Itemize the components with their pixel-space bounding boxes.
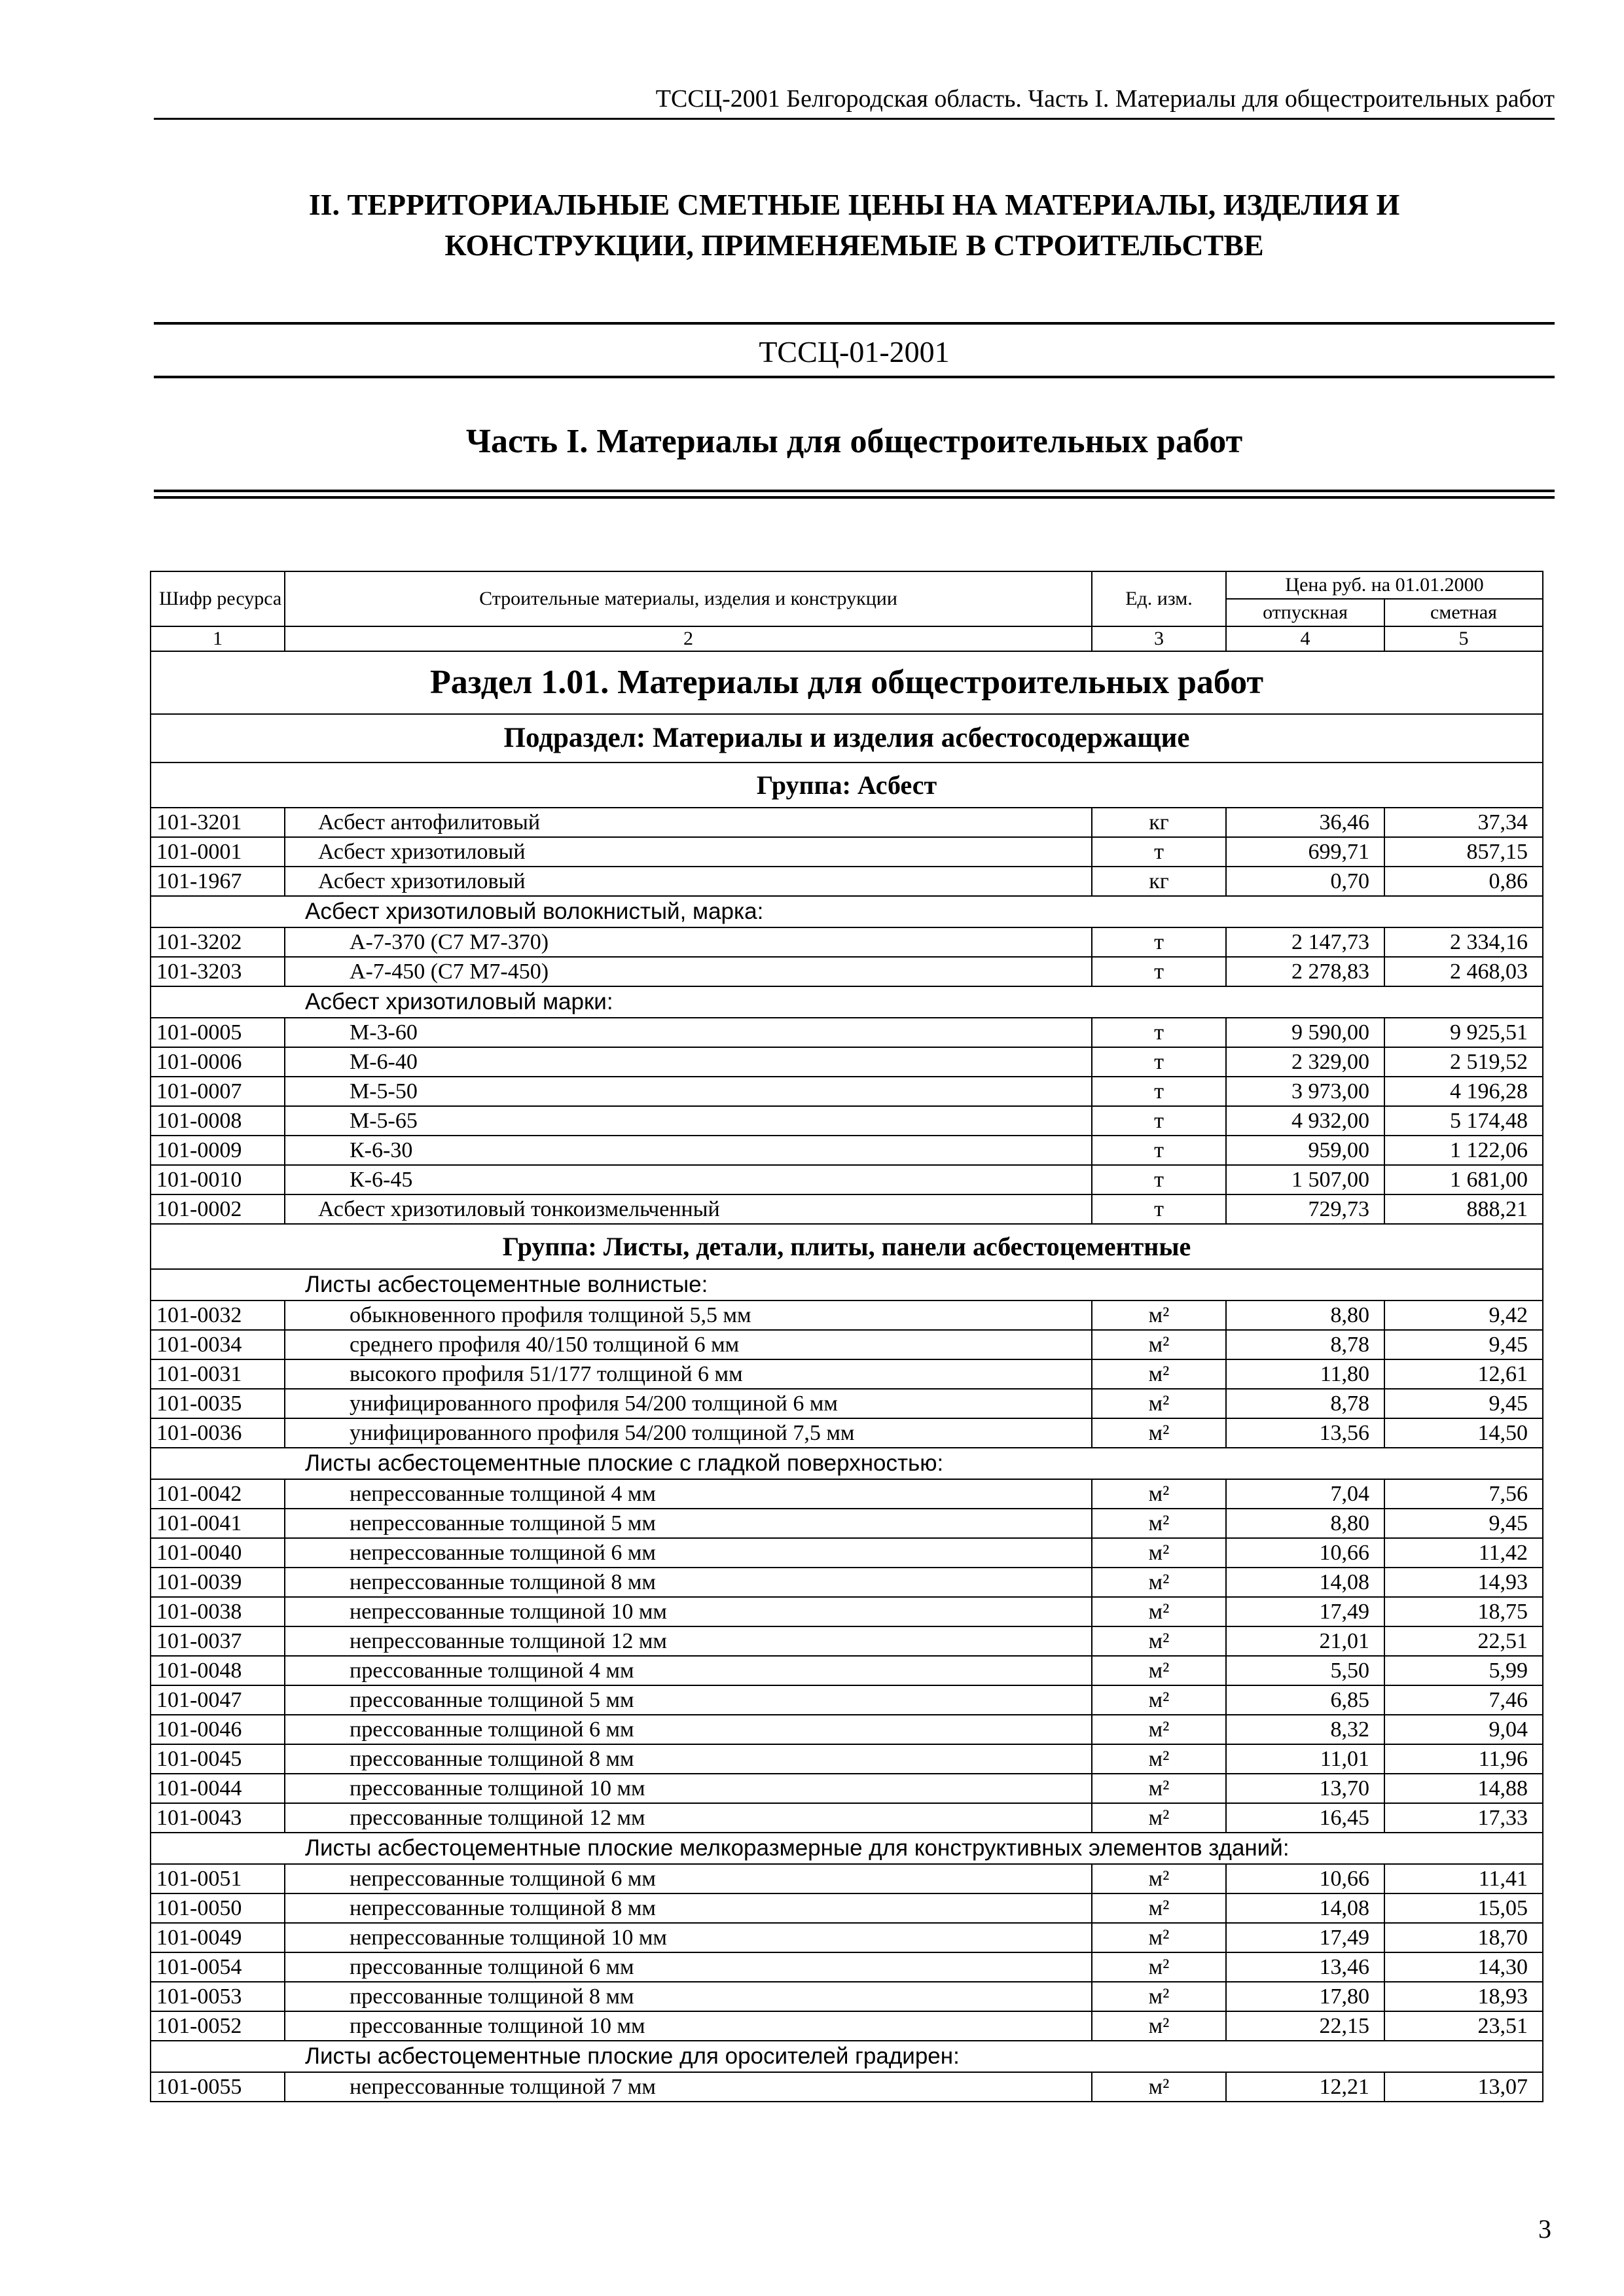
resource-code: 101-3202 — [151, 927, 285, 957]
resource-code: 101-0041 — [151, 1509, 285, 1538]
estimate-price: 9,45 — [1384, 1330, 1543, 1359]
material-name: прессованные толщиной 4 мм — [285, 1656, 1092, 1685]
resource-code: 101-0045 — [151, 1744, 285, 1774]
estimate-price: 2 468,03 — [1384, 957, 1543, 986]
header-release-price: отпускная — [1226, 599, 1384, 626]
estimate-price: 18,70 — [1384, 1923, 1543, 1952]
resource-code: 101-0043 — [151, 1803, 285, 1833]
release-price: 959,00 — [1226, 1136, 1384, 1165]
estimate-price: 1 681,00 — [1384, 1165, 1543, 1194]
release-price: 9 590,00 — [1226, 1018, 1384, 1047]
release-price: 7,04 — [1226, 1479, 1384, 1509]
resource-code: 101-0010 — [151, 1165, 285, 1194]
estimate-price: 13,07 — [1384, 2072, 1543, 2102]
column-number: 2 — [285, 626, 1092, 651]
material-name: непрессованные толщиной 7 мм — [285, 2072, 1092, 2102]
column-number-row — [151, 626, 1543, 651]
release-price: 16,45 — [1226, 1803, 1384, 1833]
table-row — [151, 1982, 1543, 2011]
resource-code: 101-0038 — [151, 1597, 285, 1626]
unit-of-measure: т — [1092, 1106, 1226, 1136]
unit-of-measure: м² — [1092, 1803, 1226, 1833]
header-price: Цена руб. на 01.01.2000 — [1226, 571, 1543, 599]
resource-code: 101-0037 — [151, 1626, 285, 1656]
material-name: прессованные толщиной 10 мм — [285, 2011, 1092, 2041]
resource-code: 101-0049 — [151, 1923, 285, 1952]
estimate-price: 14,93 — [1384, 1568, 1543, 1597]
resource-code: 101-0050 — [151, 1893, 285, 1923]
estimate-price: 9,45 — [1384, 1509, 1543, 1538]
estimate-price: 11,41 — [1384, 1864, 1543, 1893]
resource-code: 101-1967 — [151, 867, 285, 896]
release-price: 22,15 — [1226, 2011, 1384, 2041]
release-price: 2 147,73 — [1226, 927, 1384, 957]
estimate-price: 11,96 — [1384, 1744, 1543, 1774]
resource-code: 101-0048 — [151, 1656, 285, 1685]
material-name: непрессованные толщиной 5 мм — [285, 1509, 1092, 1538]
running-header: ТССЦ-2001 Белгородская область. Часть I. Материалы для общестроительных работ — [655, 85, 1555, 113]
release-price: 21,01 — [1226, 1626, 1384, 1656]
resource-code: 101-3201 — [151, 808, 285, 837]
resource-code: 101-0006 — [151, 1047, 285, 1077]
release-price: 8,78 — [1226, 1330, 1384, 1359]
resource-code: 101-0035 — [151, 1389, 285, 1418]
unit-of-measure: м² — [1092, 1774, 1226, 1803]
caption-text: Асбест хризотиловый марки: — [151, 986, 1543, 1018]
release-price: 729,73 — [1226, 1194, 1384, 1224]
resource-code: 101-0055 — [151, 2072, 285, 2102]
table-body — [151, 651, 1543, 2102]
release-price: 17,80 — [1226, 1982, 1384, 2011]
document-title-line-2: КОНСТРУКЦИИ, ПРИМЕНЯЕМЫЕ В СТРОИТЕЛЬСТВЕ — [444, 228, 1264, 262]
caption-text: Листы асбестоцементные волнистые: — [151, 1269, 1543, 1300]
material-name: непрессованные толщиной 10 мм — [285, 1597, 1092, 1626]
table-row — [151, 1626, 1543, 1656]
material-name: Асбест хризотиловый тонкоизмельченный — [285, 1194, 1092, 1224]
header-estimate-price: сметная — [1384, 599, 1543, 626]
table-row — [151, 1744, 1543, 1774]
table-row — [151, 1803, 1543, 1833]
caption-row — [151, 1833, 1543, 1864]
unit-of-measure: т — [1092, 837, 1226, 867]
release-price: 11,80 — [1226, 1359, 1384, 1389]
table-row — [151, 1359, 1543, 1389]
resource-code: 101-0042 — [151, 1479, 285, 1509]
resource-code: 101-0009 — [151, 1136, 285, 1165]
unit-of-measure: кг — [1092, 867, 1226, 896]
document-title-line-1: II. ТЕРРИТОРИАЛЬНЫЕ СМЕТНЫЕ ЦЕНЫ НА МАТЕРИАЛЫ, ИЗДЕЛИЯ И — [308, 188, 1400, 221]
release-price: 8,80 — [1226, 1300, 1384, 1330]
material-name: Асбест антофилитовый — [285, 808, 1092, 837]
material-name: непрессованные толщиной 8 мм — [285, 1893, 1092, 1923]
release-price: 13,56 — [1226, 1418, 1384, 1448]
group-heading-row — [151, 762, 1543, 808]
table-row — [151, 1685, 1543, 1715]
table-row — [151, 1774, 1543, 1803]
unit-of-measure: м² — [1092, 1864, 1226, 1893]
material-name: непрессованные толщиной 6 мм — [285, 1864, 1092, 1893]
resource-code: 101-0047 — [151, 1685, 285, 1715]
caption-row — [151, 986, 1543, 1018]
code-rule-bottom — [154, 376, 1555, 378]
estimate-price: 9,42 — [1384, 1300, 1543, 1330]
release-price: 10,66 — [1226, 1864, 1384, 1893]
resource-code: 101-0001 — [151, 837, 285, 867]
table-row — [151, 1656, 1543, 1685]
column-number: 5 — [1384, 626, 1543, 651]
estimate-price: 4 196,28 — [1384, 1077, 1543, 1106]
material-name: А-7-450 (С7 М7-450) — [285, 957, 1092, 986]
resource-code: 101-0008 — [151, 1106, 285, 1136]
unit-of-measure: т — [1092, 1018, 1226, 1047]
release-price: 36,46 — [1226, 808, 1384, 837]
code-rule-top — [154, 322, 1555, 325]
estimate-price: 22,51 — [1384, 1626, 1543, 1656]
release-price: 13,46 — [1226, 1952, 1384, 1982]
table-row — [151, 1418, 1543, 1448]
material-name: непрессованные толщиной 12 мм — [285, 1626, 1092, 1656]
caption-text: Листы асбестоцементные плоские мелкоразмерные для конструктивных элементов зданий: — [151, 1833, 1543, 1864]
unit-of-measure: м² — [1092, 1509, 1226, 1538]
material-name: непрессованные толщиной 6 мм — [285, 1538, 1092, 1568]
release-price: 8,78 — [1226, 1389, 1384, 1418]
material-name: прессованные толщиной 8 мм — [285, 1744, 1092, 1774]
section-heading-row — [151, 651, 1543, 714]
material-name: М-6-40 — [285, 1047, 1092, 1077]
table-row — [151, 1106, 1543, 1136]
estimate-price: 14,88 — [1384, 1774, 1543, 1803]
caption-text: Асбест хризотиловый волокнистый, марка: — [151, 896, 1543, 927]
resource-code: 101-0052 — [151, 2011, 285, 2041]
table-row — [151, 1864, 1543, 1893]
estimate-price: 18,75 — [1384, 1597, 1543, 1626]
estimate-price: 7,46 — [1384, 1685, 1543, 1715]
material-name: обыкновенного профиля толщиной 5,5 мм — [285, 1300, 1092, 1330]
release-price: 17,49 — [1226, 1597, 1384, 1626]
estimate-price: 14,30 — [1384, 1952, 1543, 1982]
release-price: 14,08 — [1226, 1893, 1384, 1923]
material-name: М-5-50 — [285, 1077, 1092, 1106]
material-name: М-3-60 — [285, 1018, 1092, 1047]
material-name: прессованные толщиной 5 мм — [285, 1685, 1092, 1715]
table-row — [151, 1330, 1543, 1359]
caption-text: Листы асбестоцементные плоские для оросителей градирен: — [151, 2041, 1543, 2072]
resource-code: 101-0051 — [151, 1864, 285, 1893]
table-row — [151, 808, 1543, 837]
table-row — [151, 1568, 1543, 1597]
table-row — [151, 957, 1543, 986]
table-row — [151, 1952, 1543, 1982]
material-name: непрессованные толщиной 10 мм — [285, 1923, 1092, 1952]
column-number: 3 — [1092, 626, 1226, 651]
material-name: Асбест хризотиловый — [285, 867, 1092, 896]
table-row — [151, 1165, 1543, 1194]
table-row — [151, 1509, 1543, 1538]
release-price: 4 932,00 — [1226, 1106, 1384, 1136]
estimate-price: 5 174,48 — [1384, 1106, 1543, 1136]
resource-code: 101-0039 — [151, 1568, 285, 1597]
unit-of-measure: т — [1092, 1165, 1226, 1194]
release-price: 12,21 — [1226, 2072, 1384, 2102]
material-name: прессованные толщиной 8 мм — [285, 1982, 1092, 2011]
caption-row — [151, 1269, 1543, 1300]
unit-of-measure: м² — [1092, 1715, 1226, 1744]
estimate-price: 18,93 — [1384, 1982, 1543, 2011]
document-title — [154, 185, 1555, 266]
header-unit: Ед. изм. — [1092, 571, 1226, 626]
release-price: 5,50 — [1226, 1656, 1384, 1685]
unit-of-measure: кг — [1092, 808, 1226, 837]
release-price: 0,70 — [1226, 867, 1384, 896]
table-row — [151, 1893, 1543, 1923]
estimate-price: 15,05 — [1384, 1893, 1543, 1923]
table-row — [151, 1538, 1543, 1568]
material-name: А-7-370 (С7 М7-370) — [285, 927, 1092, 957]
estimate-price: 888,21 — [1384, 1194, 1543, 1224]
material-name: унифицированного профиля 54/200 толщиной 7,5 мм — [285, 1418, 1092, 1448]
unit-of-measure: м² — [1092, 1923, 1226, 1952]
caption-row — [151, 2041, 1543, 2072]
double-rule — [154, 490, 1555, 499]
table-row — [151, 2072, 1543, 2102]
material-name: прессованные толщиной 12 мм — [285, 1803, 1092, 1833]
group-heading: Группа: Листы, детали, плиты, панели асбестоцементные — [151, 1224, 1543, 1269]
material-name: К-6-45 — [285, 1165, 1092, 1194]
resource-code: 101-0032 — [151, 1300, 285, 1330]
estimate-price: 9,45 — [1384, 1389, 1543, 1418]
material-name: Асбест хризотиловый — [285, 837, 1092, 867]
material-name: среднего профиля 40/150 толщиной 6 мм — [285, 1330, 1092, 1359]
table-row — [151, 1715, 1543, 1744]
estimate-price: 23,51 — [1384, 2011, 1543, 2041]
resource-code: 101-0031 — [151, 1359, 285, 1389]
material-name: прессованные толщиной 6 мм — [285, 1715, 1092, 1744]
estimate-price: 14,50 — [1384, 1418, 1543, 1448]
table-row — [151, 1300, 1543, 1330]
estimate-price: 9 925,51 — [1384, 1018, 1543, 1047]
material-name: М-5-65 — [285, 1106, 1092, 1136]
unit-of-measure: м² — [1092, 1389, 1226, 1418]
material-name: К-6-30 — [285, 1136, 1092, 1165]
unit-of-measure: т — [1092, 1077, 1226, 1106]
estimate-price: 17,33 — [1384, 1803, 1543, 1833]
release-price: 6,85 — [1226, 1685, 1384, 1715]
table-row — [151, 1077, 1543, 1106]
estimate-price: 1 122,06 — [1384, 1136, 1543, 1165]
table-row — [151, 927, 1543, 957]
table-row — [151, 2011, 1543, 2041]
unit-of-measure: м² — [1092, 1418, 1226, 1448]
unit-of-measure: м² — [1092, 1893, 1226, 1923]
resource-code: 101-0054 — [151, 1952, 285, 1982]
page-number: 3 — [1538, 2214, 1551, 2244]
estimate-price: 5,99 — [1384, 1656, 1543, 1685]
estimate-price: 37,34 — [1384, 808, 1543, 837]
caption-row — [151, 1448, 1543, 1479]
table-row — [151, 1047, 1543, 1077]
release-price: 2 329,00 — [1226, 1047, 1384, 1077]
material-name: непрессованные толщиной 4 мм — [285, 1479, 1092, 1509]
column-number: 1 — [151, 626, 285, 651]
resource-code: 101-0036 — [151, 1418, 285, 1448]
subsection-heading: Подраздел: Материалы и изделия асбестосодержащие — [151, 714, 1543, 762]
unit-of-measure: т — [1092, 1136, 1226, 1165]
release-price: 11,01 — [1226, 1744, 1384, 1774]
release-price: 699,71 — [1226, 837, 1384, 867]
table-row — [151, 867, 1543, 896]
material-name: прессованные толщиной 6 мм — [285, 1952, 1092, 1982]
section-heading: Раздел 1.01. Материалы для общестроительных работ — [151, 651, 1543, 714]
unit-of-measure: м² — [1092, 1656, 1226, 1685]
unit-of-measure: т — [1092, 1047, 1226, 1077]
table-row — [151, 1018, 1543, 1047]
unit-of-measure: м² — [1092, 1597, 1226, 1626]
unit-of-measure: м² — [1092, 1538, 1226, 1568]
group-heading: Группа: Асбест — [151, 762, 1543, 808]
material-name: унифицированного профиля 54/200 толщиной 6 мм — [285, 1389, 1092, 1418]
unit-of-measure: м² — [1092, 1952, 1226, 1982]
estimate-price: 2 334,16 — [1384, 927, 1543, 957]
estimate-price: 7,56 — [1384, 1479, 1543, 1509]
subsection-heading-row — [151, 714, 1543, 762]
unit-of-measure: м² — [1092, 1479, 1226, 1509]
unit-of-measure: м² — [1092, 2072, 1226, 2102]
header-code: Шифр ресурса — [151, 571, 285, 626]
estimate-price: 857,15 — [1384, 837, 1543, 867]
document-code: ТССЦ-01-2001 — [759, 335, 950, 368]
caption-row — [151, 896, 1543, 927]
release-price: 8,32 — [1226, 1715, 1384, 1744]
unit-of-measure: м² — [1092, 1685, 1226, 1715]
unit-of-measure: м² — [1092, 1982, 1226, 2011]
unit-of-measure: м² — [1092, 1626, 1226, 1656]
unit-of-measure: м² — [1092, 1359, 1226, 1389]
material-name: непрессованные толщиной 8 мм — [285, 1568, 1092, 1597]
column-number: 4 — [1226, 626, 1384, 651]
resource-code: 101-0005 — [151, 1018, 285, 1047]
resource-code: 101-0002 — [151, 1194, 285, 1224]
table-row — [151, 837, 1543, 867]
table-row — [151, 1479, 1543, 1509]
unit-of-measure: т — [1092, 927, 1226, 957]
header-name: Строительные материалы, изделия и конструкции — [285, 571, 1092, 626]
release-price: 17,49 — [1226, 1923, 1384, 1952]
part-title: Часть I. Материалы для общестроительных работ — [465, 423, 1243, 460]
release-price: 1 507,00 — [1226, 1165, 1384, 1194]
estimate-price: 2 519,52 — [1384, 1047, 1543, 1077]
header-rule — [154, 118, 1555, 120]
estimate-price: 0,86 — [1384, 867, 1543, 896]
release-price: 2 278,83 — [1226, 957, 1384, 986]
unit-of-measure: м² — [1092, 1300, 1226, 1330]
estimate-price: 12,61 — [1384, 1359, 1543, 1389]
group-heading-row — [151, 1224, 1543, 1269]
resource-code: 101-0053 — [151, 1982, 285, 2011]
estimate-price: 9,04 — [1384, 1715, 1543, 1744]
unit-of-measure: т — [1092, 1194, 1226, 1224]
unit-of-measure: м² — [1092, 1744, 1226, 1774]
table-row — [151, 1597, 1543, 1626]
resource-code: 101-0044 — [151, 1774, 285, 1803]
table-row — [151, 1389, 1543, 1418]
material-name: высокого профиля 51/177 толщиной 6 мм — [285, 1359, 1092, 1389]
unit-of-measure: м² — [1092, 1568, 1226, 1597]
release-price: 10,66 — [1226, 1538, 1384, 1568]
resource-code: 101-3203 — [151, 957, 285, 986]
estimate-price: 11,42 — [1384, 1538, 1543, 1568]
table-header-row — [151, 571, 1543, 599]
release-price: 14,08 — [1226, 1568, 1384, 1597]
resource-code: 101-0034 — [151, 1330, 285, 1359]
price-table — [150, 571, 1543, 2102]
table-row — [151, 1923, 1543, 1952]
release-price: 8,80 — [1226, 1509, 1384, 1538]
unit-of-measure: м² — [1092, 1330, 1226, 1359]
release-price: 13,70 — [1226, 1774, 1384, 1803]
unit-of-measure: м² — [1092, 2011, 1226, 2041]
caption-text: Листы асбестоцементные плоские с гладкой поверхностью: — [151, 1448, 1543, 1479]
resource-code: 101-0007 — [151, 1077, 285, 1106]
release-price: 3 973,00 — [1226, 1077, 1384, 1106]
material-name: прессованные толщиной 10 мм — [285, 1774, 1092, 1803]
table-row — [151, 1194, 1543, 1224]
unit-of-measure: т — [1092, 957, 1226, 986]
table-row — [151, 1136, 1543, 1165]
resource-code: 101-0040 — [151, 1538, 285, 1568]
resource-code: 101-0046 — [151, 1715, 285, 1744]
